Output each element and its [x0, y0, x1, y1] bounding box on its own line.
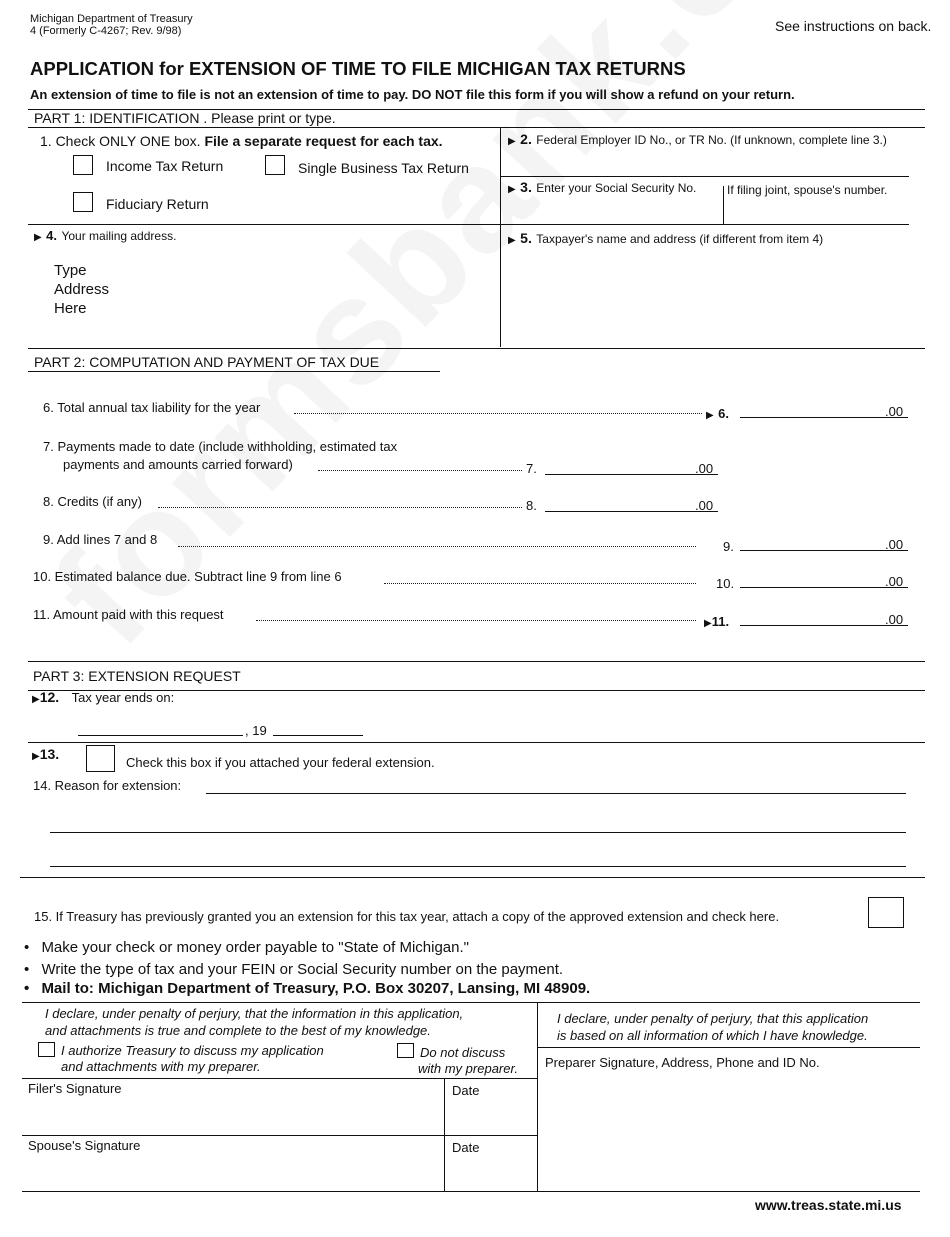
line7-label-a: 7. Payments made to date (include withholding, estimated tax: [43, 439, 398, 454]
line14-label: 14. Reason for extension:: [33, 778, 182, 793]
spouse-date-label: Date: [452, 1140, 480, 1155]
no-discuss-text-b: with my preparer.: [418, 1061, 518, 1076]
fiduciary-checkbox[interactable]: [73, 192, 93, 212]
line7-label-b: payments and amounts carried forward): [63, 457, 293, 472]
pointer-icon: ▶: [704, 618, 712, 629]
filer-signature-label: Filer's Signature: [28, 1081, 122, 1096]
filer-date-field[interactable]: [448, 1100, 534, 1134]
dept-name: Michigan Department of Treasury: [30, 13, 193, 25]
filer-signature-field[interactable]: [26, 1098, 440, 1134]
line8-input[interactable]: [545, 492, 690, 511]
spouse-date-field[interactable]: [448, 1157, 534, 1189]
type-address-hint-3: Here: [54, 300, 87, 317]
line9-cents: .00: [885, 537, 904, 552]
line10-num: 10.: [716, 576, 735, 591]
bullet-mail-to: • Mail to: Michigan Department of Treasury, P.O. Box 30207, Lansing, MI 48909.: [24, 980, 591, 997]
spouse-signature-label: Spouse's Signature: [28, 1138, 141, 1153]
type-address-hint-2: Address: [54, 281, 110, 298]
authorize-text-b: and attachments with my preparer.: [61, 1059, 261, 1074]
preparer-label: Preparer Signature, Address, Phone and ID No.: [545, 1055, 820, 1070]
instructions-note: See instructions on back.: [775, 18, 932, 34]
pointer-icon: ▶: [34, 232, 42, 243]
tax-year-input[interactable]: [273, 716, 363, 735]
authorize-text-a: I authorize Treasury to discuss my application: [61, 1043, 324, 1058]
federal-extension-checkbox[interactable]: [86, 745, 115, 772]
line12-century: , 19: [245, 723, 267, 738]
prior-extension-checkbox[interactable]: [868, 897, 904, 928]
line6-label: 6. Total annual tax liability for the year: [43, 400, 261, 415]
authorize-discuss-checkbox[interactable]: [38, 1042, 55, 1057]
spouse-signature-field[interactable]: [26, 1155, 440, 1189]
line8-label: 8. Credits (if any): [43, 494, 142, 509]
preparer-field[interactable]: [542, 1075, 917, 1189]
line10-label: 10. Estimated balance due. Subtract line 9 from line 6: [33, 569, 342, 584]
pointer-icon: ▶: [508, 184, 516, 195]
pointer-icon: ▶: [508, 235, 516, 246]
sbt-label: Single Business Tax Return: [298, 160, 469, 176]
bullet-write-type: • Write the type of tax and your FEIN or Social Security number on the payment.: [24, 961, 564, 978]
line13-text: Check this box if you attached your federal extension.: [126, 755, 435, 770]
line13-label: ▶13.: [32, 746, 60, 762]
line2-label: ▶ 2. Federal Employer ID No., or TR No. (If unknown, complete line 3.): [508, 131, 887, 147]
line7-input[interactable]: [545, 455, 690, 474]
line11-label: 11. Amount paid with this request: [33, 607, 224, 622]
no-discuss-text-a: Do not discuss: [420, 1045, 506, 1060]
filer-date-label: Date: [452, 1083, 480, 1098]
no-discuss-checkbox[interactable]: [397, 1043, 414, 1058]
part1-heading: PART 1: IDENTIFICATION . Please print or type.: [34, 110, 336, 126]
bullet-icon: •: [24, 939, 30, 956]
line6-input[interactable]: [740, 398, 880, 417]
bullet-icon: •: [24, 980, 30, 997]
line12-label: ▶12. Tax year ends on:: [32, 689, 175, 705]
pointer-icon: ▶: [32, 751, 40, 762]
line11-input[interactable]: [740, 606, 880, 625]
line11-num: ▶11.: [704, 614, 730, 629]
fiduciary-label: Fiduciary Return: [106, 196, 209, 212]
line9-num: 9.: [723, 539, 734, 554]
tax-year-end-input[interactable]: [78, 716, 243, 735]
line11-cents: .00: [885, 612, 904, 627]
line4-label: ▶ 4. Your mailing address.: [34, 228, 177, 243]
bullet-icon: •: [24, 961, 30, 978]
line8-num: 8.: [526, 498, 537, 513]
ssn-input[interactable]: [505, 198, 720, 222]
line10-input[interactable]: [740, 568, 880, 587]
line5-label: ▶ 5. Taxpayer's name and address (if different from item 4): [508, 230, 824, 246]
income-tax-checkbox[interactable]: [73, 155, 93, 175]
line7-num: 7.: [526, 461, 537, 476]
reason-input[interactable]: [50, 774, 906, 866]
line3-label: ▶ 3. Enter your Social Security No.: [508, 179, 697, 195]
line10-cents: .00: [885, 574, 904, 589]
line9-input[interactable]: [740, 531, 880, 550]
treasury-url[interactable]: www.treas.state.mi.us: [755, 1197, 902, 1213]
fein-input[interactable]: [505, 150, 925, 174]
spouse-ssn-label: If filing joint, spouse's number.: [727, 183, 888, 197]
sbt-checkbox[interactable]: [265, 155, 285, 175]
line6-num: ▶ 6.: [706, 406, 729, 421]
line9-label: 9. Add lines 7 and 8: [43, 532, 158, 547]
pointer-icon: ▶: [32, 694, 40, 705]
line15-label: 15. If Treasury has previously granted you an extension for this tax year, attach a copy of the approved extension and check here.: [34, 909, 780, 924]
spouse-ssn-input[interactable]: [726, 198, 921, 222]
form-title: APPLICATION for EXTENSION OF TIME TO FILE MICHIGAN TAX RETURNS: [30, 58, 686, 79]
form-subtitle: An extension of time to file is not an extension of time to pay. DO NOT file this form if you will show a refund on your return.: [30, 87, 795, 102]
type-address-hint-1: Type: [54, 262, 87, 279]
line6-cents: .00: [885, 404, 904, 419]
line8-cents: .00: [695, 498, 714, 513]
filer-declaration-a: I declare, under penalty of perjury, that the information in this application,: [45, 1006, 464, 1021]
line7-cents: .00: [695, 461, 714, 476]
part2-heading: PART 2: COMPUTATION AND PAYMENT OF TAX DUE: [34, 354, 380, 370]
pointer-icon: ▶: [706, 410, 714, 421]
preparer-declaration-a: I declare, under penalty of perjury, that this application: [557, 1011, 869, 1026]
taxpayer-address-input[interactable]: [505, 250, 925, 343]
mailing-address-input[interactable]: [150, 248, 495, 343]
preparer-declaration-b: is based on all information of which I have knowledge.: [557, 1028, 868, 1043]
form-id: 4 (Formerly C-4267; Rev. 9/98): [30, 25, 182, 37]
line1-label: 1. Check ONLY ONE box. File a separate request for each tax.: [40, 133, 443, 149]
bullet-payable: • Make your check or money order payable to "State of Michigan.": [24, 939, 469, 956]
income-tax-label: Income Tax Return: [106, 158, 224, 174]
part3-heading: PART 3: EXTENSION REQUEST: [33, 668, 241, 684]
filer-declaration-b: and attachments is true and complete to the best of my knowledge.: [45, 1023, 431, 1038]
pointer-icon: ▶: [508, 136, 516, 147]
